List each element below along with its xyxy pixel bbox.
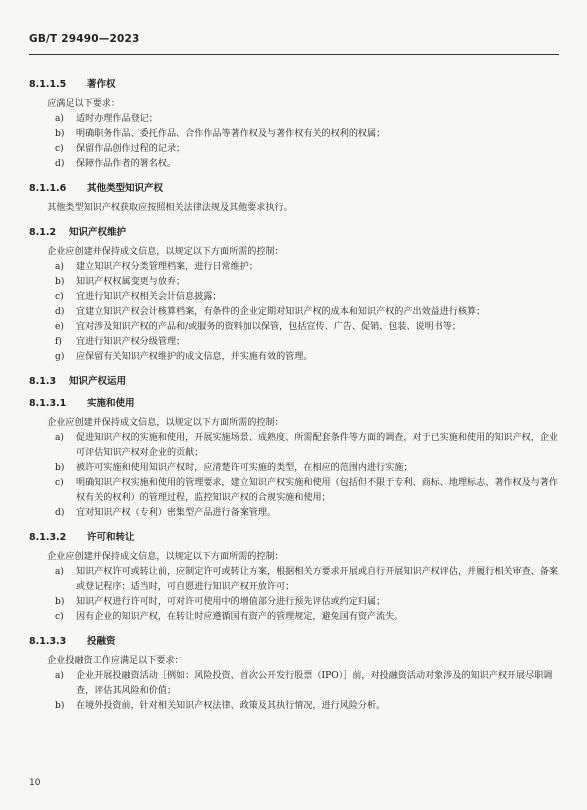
list-item-text: 宜对知识产权（专利）密集型产品进行备案管理。 <box>76 508 277 518</box>
list-item-text: 被许可实施和使用知识产权时，应清楚许可实施的类型，在相应的范围内进行实施； <box>76 463 413 473</box>
section-intro: 企业应创建并保持成文信息，以规定以下方面所需的控制： <box>47 552 284 562</box>
document-body <box>29 68 561 714</box>
list-item-text: 宜建立知识产权会计核算档案，有条件的企业定期对知识产权的成本和知识产权的产出效益进行核算； <box>76 307 486 317</box>
section-heading <box>29 373 561 387</box>
section-number: 8.1.3.3 <box>29 636 67 647</box>
list-item <box>29 669 561 699</box>
list-item-marker: a) <box>55 433 64 443</box>
list-item <box>29 112 561 127</box>
list-item <box>29 595 561 610</box>
list-item <box>29 610 561 625</box>
list-item-marker: d) <box>55 159 65 169</box>
list-item-text: 知识产权进行许可时，可对许可使用中的增值部分进行预先评估或约定归属； <box>76 597 386 607</box>
section-heading <box>29 395 561 409</box>
list-item-marker: c) <box>55 478 64 488</box>
section-heading <box>29 224 561 238</box>
list-item-marker: b) <box>55 597 65 607</box>
list-item <box>29 320 561 335</box>
list-item <box>29 461 561 476</box>
list-item-text: 促进知识产权的实施和使用，开展实施场景、成熟度、所需配套条件等方面的调查，对于已实施和使用的知识产权，企业可评估知识产权对企业的贡献； <box>76 433 558 458</box>
section-number: 8.1.2 <box>29 227 57 238</box>
section-title: 知识产权维护 <box>69 227 127 238</box>
list-item-text: 明确知识产权实施和使用的管理要求，建立知识产权实施和使用（包括但不限于专利、商标、地理标志、著作权及与著作权有关的权利）的管理过程，监控知识产权的合规实施和使用； <box>76 478 558 503</box>
list-item-text: 建立知识产权分类管理档案，进行日常维护； <box>76 262 258 272</box>
list-item-text: 企业开展投融资活动［例如：风险投资、首次公开发行股票（IPO）］前，对投融资活动对象涉及的知识产权开展尽职调查，评估其风险和价值； <box>76 671 553 696</box>
header-rule <box>29 54 559 55</box>
list-item-text: 知识产权许可或转让前，应制定许可或转让方案，根据相关方要求开展或自行开展知识产权评估，并履行相关审查、备案或登记程序；适当时，可自愿进行知识产权开放许可； <box>76 567 558 592</box>
list-item <box>29 157 561 172</box>
list-item-marker: a) <box>55 567 64 577</box>
list-item-marker: b) <box>55 701 65 711</box>
list-item-marker: b) <box>55 463 65 473</box>
section-intro: 应满足以下要求： <box>47 99 120 109</box>
section-heading <box>29 76 561 90</box>
list-item-text: 保障作品作者的署名权。 <box>76 159 177 169</box>
list-item <box>29 431 561 461</box>
list-item-marker: c) <box>55 612 64 622</box>
section-intro: 其他类型知识产权获取应按照相关法律法规及其他要求执行。 <box>47 203 293 213</box>
list-item-marker: a) <box>55 671 64 681</box>
section-title: 知识产权运用 <box>69 376 127 387</box>
section-number: 8.1.1.5 <box>29 79 67 90</box>
section-intro: 企业应创建并保持成文信息，以规定以下方面所需的控制： <box>47 418 284 428</box>
list-item-text: 应保留有关知识产权维护的成文信息，并实施有效的管理。 <box>76 352 313 362</box>
section-heading <box>29 180 561 194</box>
list-item <box>29 350 561 365</box>
list-item-marker: g) <box>55 352 65 362</box>
list-item-marker: c) <box>55 292 64 302</box>
list-item <box>29 506 561 521</box>
list-item-marker: a) <box>55 114 64 124</box>
section-title: 实施和使用 <box>87 398 135 409</box>
list-item-marker: b) <box>55 129 65 139</box>
section-intro: 企业应创建并保持成文信息，以规定以下方面所需的控制： <box>47 247 284 257</box>
list-item-marker: a) <box>55 262 64 272</box>
section-number: 8.1.3.1 <box>29 398 67 409</box>
section-heading <box>29 633 561 647</box>
list-item-marker: e) <box>55 322 64 332</box>
list-item <box>29 565 561 595</box>
section-intro: 企业投融资工作应满足以下要求： <box>47 656 184 666</box>
standard-code: GB/T 29490—2023 <box>29 33 140 45</box>
section-number: 8.1.1.6 <box>29 183 67 194</box>
section-title: 许可和转让 <box>87 532 135 543</box>
list-item <box>29 127 561 142</box>
section-heading <box>29 529 561 543</box>
list-item-marker: c) <box>55 144 64 154</box>
list-item-text: 在境外投资前，针对相关知识产权法律、政策及其执行情况，进行风险分析。 <box>76 701 386 711</box>
section-title: 投融资 <box>87 636 116 647</box>
list-item <box>29 290 561 305</box>
section-title: 著作权 <box>87 79 116 90</box>
list-item <box>29 335 561 350</box>
list-item-text: 宜对涉及知识产权的产品和/或服务的资料加以保管，包括宣传、广告、促销、包装、说明书等； <box>76 322 462 332</box>
page-number: 10 <box>29 778 41 788</box>
list-item-text: 明确职务作品、委托作品、合作作品等著作权及与著作权有关的权利的权属； <box>76 129 386 139</box>
list-item-text: 知识产权权属变更与放弃； <box>76 277 186 287</box>
section-number: 8.1.3.2 <box>29 532 67 543</box>
list-item-marker: d) <box>55 307 65 317</box>
list-item <box>29 142 561 157</box>
list-item-marker: d) <box>55 508 65 518</box>
list-item-text: 宜进行知识产权分级管理； <box>76 337 186 347</box>
list-item-marker: b) <box>55 277 65 287</box>
list-item-text: 因有企业的知识产权，在转让时应遵循国有资产的管理规定，避免国有资产流失。 <box>76 612 404 622</box>
list-item-text: 适时办理作品登记； <box>76 114 158 124</box>
list-item <box>29 476 561 506</box>
section-title: 其他类型知识产权 <box>87 183 164 194</box>
list-item <box>29 275 561 290</box>
list-item-marker: f) <box>55 337 62 347</box>
list-item <box>29 699 561 714</box>
list-item-text: 保留作品创作过程的记录； <box>76 144 186 154</box>
list-item-text: 宜进行知识产权相关会计信息披露； <box>76 292 222 302</box>
list-item <box>29 305 561 320</box>
section-number: 8.1.3 <box>29 376 57 387</box>
list-item <box>29 260 561 275</box>
